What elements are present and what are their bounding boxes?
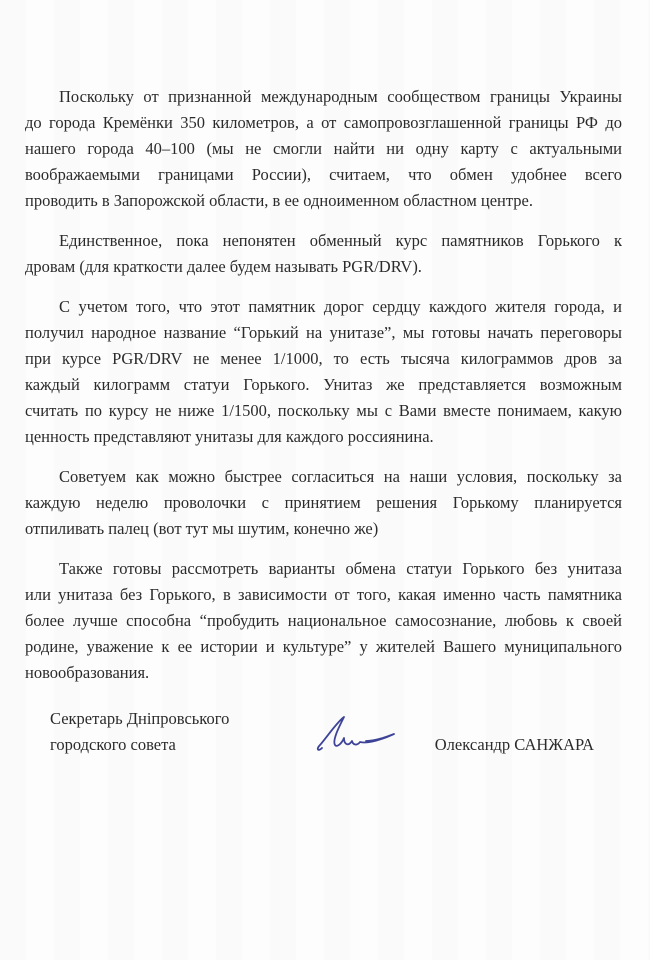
signatory-role-line-2: городского совета [50,735,176,754]
paragraph-line: Единственное, пока непонятен обменный курс памятников Горького к [59,231,622,250]
paragraph-line: получил народное название “Горький на унитазе”, мы готовы начать переговоры [25,323,622,342]
paragraph [25,556,622,686]
paragraph-line: более лучше способна “пробудить национальное самосознание, любовь к своей [25,611,622,630]
paragraph [25,464,622,542]
paragraph-line: воображаемыми границами России), считаем, что обмен удобнее всего [25,165,622,184]
paragraph-line: родине, уважение к ее истории и культуре” у жителей Вашего муниципального [25,637,622,656]
paragraph-line: дровам (для краткости далее будем называть PGR/DRV). [25,257,422,276]
paragraph-line: С учетом того, что этот памятник дорог сердцу каждого жителя города, и [59,297,622,316]
paragraph-line: ценность представляют унитазы для каждого россиянина. [25,427,434,446]
signatory-name: Олександр САНЖАРА [434,735,594,754]
paragraph-line: Также готовы рассмотреть варианты обмена статуи Горького без унитаза [59,559,622,578]
paragraph-line: считать по курсу не ниже 1/1500, поскольку мы с Вами вместе понимаем, какую [25,401,622,420]
paragraph-line: проводить в Запорожской области, в ее одноименном областном центре. [25,191,533,210]
signature-stroke [318,717,394,750]
paragraph [25,294,622,450]
paragraph-line: нашего города 40–100 (мы не смогли найти ни одну карту с актуальными [25,139,622,158]
paragraph-line: отпиливать палец (вот тут мы шутим, конечно же) [25,519,379,538]
handwritten-signature-icon [315,710,399,762]
signatory-role [50,706,260,758]
paragraph-line: до города Кремёнки 350 километров, а от самопровозглашенной границы РФ до [25,113,622,132]
paragraph [25,84,622,214]
letter-paragraphs [25,84,622,686]
signatory-role-line-1: Секретарь Дніпровського [50,709,230,728]
paragraph-line: при курсе PGR/DRV не менее 1/1000, то есть тысяча килограммов дров за [25,349,622,368]
paragraph-line: или унитаза без Горького, в зависимости от того, какая именно часть памятника [25,585,622,604]
paragraph [25,228,622,280]
paragraph-line: каждую неделю проволочки с принятием решения Горькому планируется [25,493,622,512]
paragraph-line: Поскольку от признанной международным сообществом границы Украины [59,87,622,106]
paragraph-line: каждый килограмм статуи Горького. Унитаз же представляется возможным [25,375,622,394]
signature-block [25,706,622,758]
paragraph-line: новообразования. [25,663,150,682]
paragraph-line: Советуем как можно быстрее согласиться на наши условия, поскольку за [59,467,622,486]
